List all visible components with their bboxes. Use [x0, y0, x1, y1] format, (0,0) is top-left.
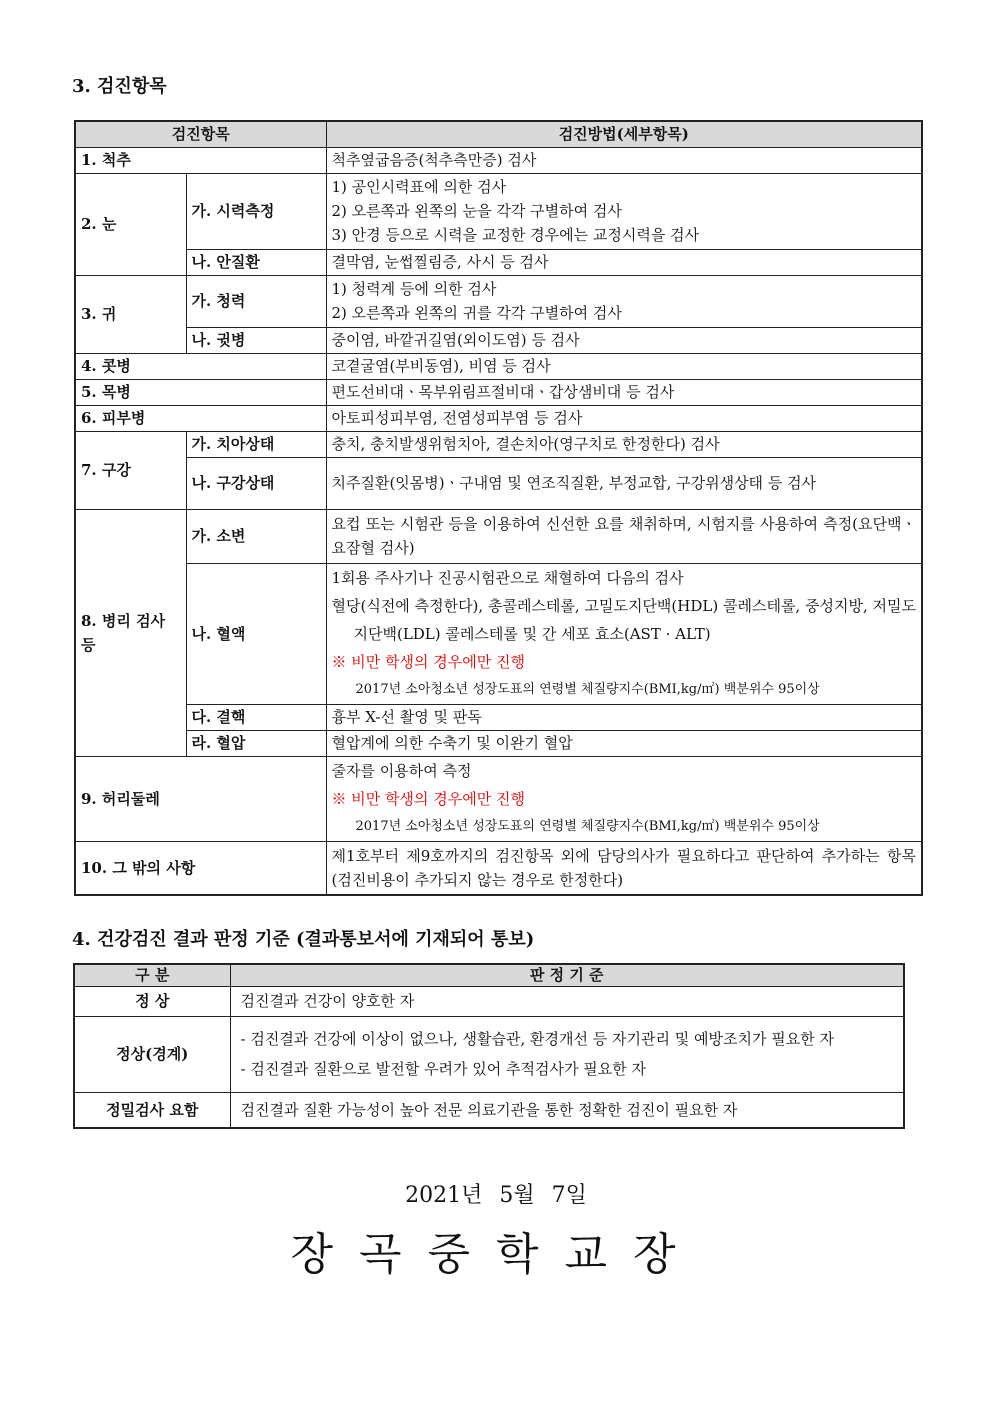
- ear-disease-method: 중이염, 바깥귀길염(외이도염) 등 검사: [326, 327, 922, 353]
- hearing-label: 가. 청력: [186, 275, 326, 327]
- judgment-criteria-table: [73, 963, 905, 1129]
- checkup-items-table: [74, 120, 923, 896]
- spine-method: 척추옆굽음증(척추측만증) 검사: [326, 147, 922, 173]
- pathology-label: 8. 병리 검사 등: [75, 509, 186, 756]
- spine-label: 1. 척추: [75, 147, 326, 173]
- teeth-method: 충치, 충치발생위험치아, 결손치아(영구치로 한정한다) 검사: [326, 431, 922, 457]
- throat-method: 편도선비대ㆍ목부위림프절비대ㆍ갑상샘비대 등 검사: [326, 379, 922, 405]
- borderline-criteria-line: - 검진결과 질환으로 발전할 우려가 있어 추적검사가 필요한 자: [240, 1060, 646, 1078]
- waist-label: 9. 허리둘레: [75, 756, 326, 841]
- nose-label: 4. 콧병: [75, 353, 326, 379]
- issue-date: 2021년 5월 7일: [405, 1183, 587, 1208]
- header-category: 구 분: [74, 964, 230, 986]
- other-label: 10. 그 밖의 사항: [75, 841, 326, 895]
- mouth-label: 나. 구강상태: [186, 457, 326, 509]
- tb-label: 다. 결핵: [186, 704, 326, 730]
- detailed-category: 정밀검사 요함: [74, 1092, 230, 1128]
- vision-line: 2) 오른쪽과 왼쪽의 눈을 각각 구별하여 검사: [331, 202, 622, 220]
- blood-line: 1회용 주사기나 진공시험관으로 채혈하여 다음의 검사: [331, 568, 684, 587]
- waist-method: [326, 756, 922, 841]
- vision-method: [326, 173, 922, 249]
- header-criteria: 판 정 기 준: [230, 964, 904, 986]
- borderline-criteria: [230, 1016, 904, 1092]
- waist-line: 줄자를 이용하여 측정: [331, 761, 472, 780]
- other-method: 제1호부터 제9호까지의 검진항목 외에 담당의사가 필요하다고 판단하여 추가하는 항목(검진비용이 추가되지 않는 경우로 한정한다): [326, 841, 922, 895]
- skin-method: 아토피성피부염, 전염성피부염 등 검사: [326, 405, 922, 431]
- throat-label: 5. 목병: [75, 379, 326, 405]
- hearing-method: [326, 275, 922, 327]
- hearing-line: 2) 오른쪽과 왼쪽의 귀를 각각 구별하여 검사: [331, 304, 622, 322]
- nose-method: 코곁굴염(부비동염), 비염 등 검사: [326, 353, 922, 379]
- borderline-category: 정상(경계): [74, 1016, 230, 1092]
- blood-label: 나. 혈액: [186, 563, 326, 704]
- normal-category: 정 상: [74, 986, 230, 1016]
- header-method: 검진방법(세부항목): [326, 121, 922, 147]
- skin-label: 6. 피부병: [75, 405, 326, 431]
- waist-note: ※ 비만 학생의 경우에만 진행: [331, 789, 525, 808]
- blood-sub: 2017년 소아청소년 성장도표의 연령별 체질량지수(BMI,kg/㎡) 백분위수 95이상: [355, 681, 820, 697]
- header-item: 검진항목: [75, 121, 326, 147]
- eye-disease-method: 결막염, 눈썹찔림증, 사시 등 검사: [326, 249, 922, 275]
- oral-label: 7. 구강: [75, 431, 186, 509]
- blood-tests: 혈당(식전에 측정한다), 총콜레스테롤, 고밀도지단백(HDL) 콜레스테롤, 중성지방, 저밀도지단백(LDL) 콜레스테롤 및 간 세포 효소(AST · ALT): [331, 596, 916, 643]
- school-principal: 장곡중학교장: [290, 1229, 702, 1280]
- section3-title: 3. 검진항목: [72, 76, 167, 97]
- teeth-label: 가. 치아상태: [186, 431, 326, 457]
- urine-label: 가. 소변: [186, 509, 326, 563]
- borderline-criteria-line: - 검진결과 건강에 이상이 없으나, 생활습관, 환경개선 등 자기관리 및 예방조치가 필요한 자: [240, 1030, 834, 1048]
- urine-method: 요컵 또는 시험관 등을 이용하여 신선한 요를 채취하며, 시험지를 사용하여 측정(요단백ㆍ요잠혈 검사): [326, 509, 922, 563]
- bp-method: 혈압계에 의한 수축기 및 이완기 혈압: [326, 730, 922, 756]
- bp-label: 라. 혈압: [186, 730, 326, 756]
- normal-criteria: 검진결과 건강이 양호한 자: [230, 986, 904, 1016]
- vision-line: 3) 안경 등으로 시력을 교정한 경우에는 교정시력을 검사: [331, 226, 700, 244]
- detailed-criteria: 검진결과 질환 가능성이 높아 전문 의료기관을 통한 정확한 검진이 필요한 자: [230, 1092, 904, 1128]
- eye-label: 2. 눈: [75, 173, 186, 275]
- eye-disease-label: 나. 안질환: [186, 249, 326, 275]
- ear-disease-label: 나. 귓병: [186, 327, 326, 353]
- blood-note: ※ 비만 학생의 경우에만 진행: [331, 652, 525, 671]
- mouth-method: 치주질환(잇몸병)ㆍ구내염 및 연조직질환, 부정교합, 구강위생상태 등 검사: [326, 457, 922, 509]
- hearing-line: 1) 청력계 등에 의한 검사: [331, 280, 497, 298]
- waist-sub: 2017년 소아청소년 성장도표의 연령별 체질량지수(BMI,kg/㎡) 백분위수 95이상: [355, 818, 820, 834]
- tb-method: 흉부 X-선 촬영 및 판독: [326, 704, 922, 730]
- section4-title: 4. 건강검진 결과 판정 기준 (결과통보서에 기재되어 통보): [72, 929, 535, 950]
- vision-line: 1) 공인시력표에 의한 검사: [331, 178, 507, 196]
- vision-label: 가. 시력측정: [186, 173, 326, 249]
- blood-method: [326, 563, 922, 704]
- ear-label: 3. 귀: [75, 275, 186, 353]
